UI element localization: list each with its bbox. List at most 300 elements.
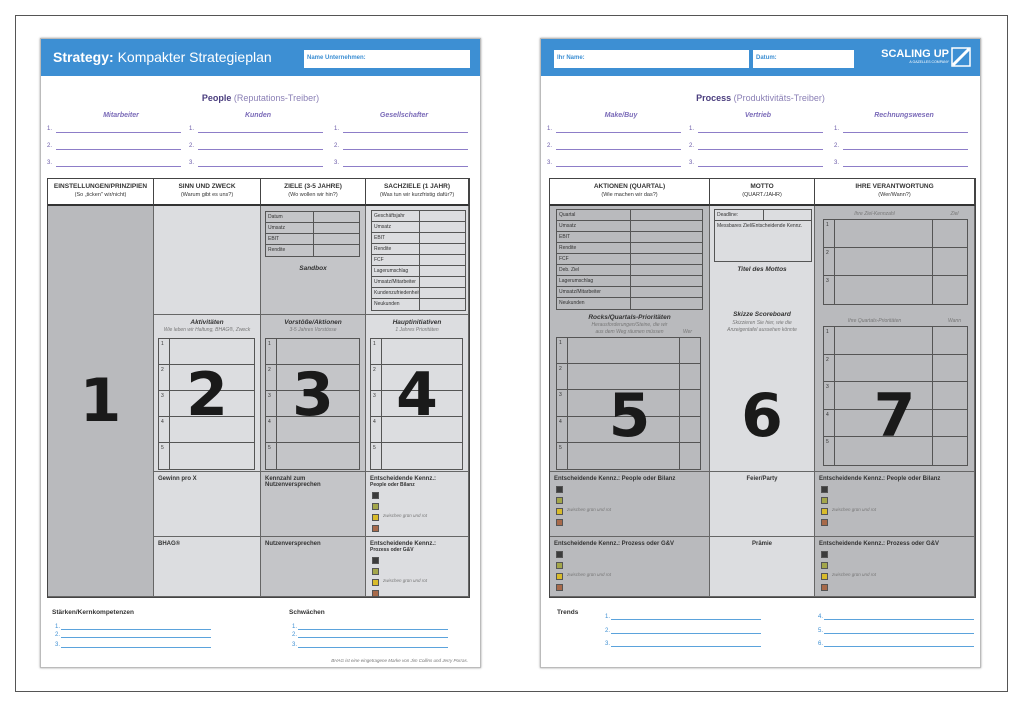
row-number: 3 — [373, 393, 376, 399]
trend-line[interactable] — [824, 646, 974, 647]
value-proposition-label: Nutzenversprechen — [265, 541, 321, 547]
divider — [834, 327, 835, 354]
header-title: AKTIONEN (QUARTAL) — [593, 183, 666, 190]
entry-line[interactable] — [343, 132, 468, 133]
date-field[interactable]: Datum: — [753, 50, 854, 68]
kpi-label — [815, 537, 943, 595]
kpi-title: Entscheidende Kennz.: Prozess oder G&V — [554, 541, 675, 547]
profit-per-x-cell[interactable] — [154, 472, 261, 537]
row-number: 4 — [161, 419, 164, 425]
table-row[interactable]: Geschäftsjahr — [372, 211, 465, 222]
initiatives-title: Hauptinitiativen — [392, 319, 442, 326]
scoreboard-title: Skizze Scoreboard — [733, 311, 791, 318]
rocks-subtitle: Herausforderungen/Steine, die wir — [591, 322, 668, 328]
legend-item — [370, 521, 436, 532]
entry-line[interactable] — [198, 166, 323, 167]
legend-item — [370, 553, 436, 564]
trend-line[interactable] — [611, 619, 761, 620]
legend-item — [819, 504, 940, 515]
table-row[interactable]: Umsatz — [557, 221, 702, 232]
status-square-icon[interactable] — [556, 508, 563, 515]
column-header — [710, 179, 815, 206]
rocks-title: Rocks/Quartals-Prioritäten — [588, 314, 671, 321]
line-number: 6. — [818, 641, 824, 647]
strategy-table — [47, 178, 470, 598]
line-number: 1. — [605, 614, 611, 620]
table-row[interactable]: EBIT — [557, 232, 702, 243]
row-number: 5 — [559, 444, 562, 451]
grid-row[interactable] — [266, 443, 359, 469]
scoreboard-subtitle: Skizzieren Sie hier, wie die — [732, 320, 792, 326]
table-row[interactable]: FCF — [557, 254, 702, 265]
entry-line[interactable] — [56, 149, 181, 150]
beliefs-cell[interactable] — [48, 206, 154, 597]
row-number: 3 — [161, 393, 164, 399]
status-square-icon[interactable] — [821, 551, 828, 558]
critical-kpi-people-cell[interactable] — [366, 472, 469, 537]
initiatives-cell — [366, 315, 469, 472]
table-row[interactable]: EBIT — [372, 233, 465, 244]
row-number: 1 — [373, 341, 376, 347]
row-number: 1 — [559, 340, 562, 346]
big-number: 2 — [186, 360, 228, 430]
row-number: 3 — [826, 278, 829, 284]
line-number: 3. — [834, 160, 840, 166]
bonus-cell[interactable] — [710, 537, 815, 597]
targets-cell — [366, 206, 469, 315]
entry-line[interactable] — [556, 166, 681, 167]
table-row[interactable]: Rendite — [266, 245, 359, 256]
grid-row[interactable] — [824, 248, 967, 276]
legend-item — [370, 586, 436, 597]
entry-line[interactable] — [61, 647, 211, 648]
kpi-heading: Ihre Ziel-Kennzahl — [854, 211, 895, 217]
line-number: 2. — [47, 143, 53, 149]
row-number: 1 — [161, 341, 164, 347]
legend-item — [554, 504, 675, 515]
entry-line[interactable] — [698, 149, 823, 150]
row-number: 1 — [268, 341, 271, 347]
who-label: Wer — [682, 329, 693, 335]
critical-kpi-cell[interactable] — [550, 537, 710, 597]
table-row[interactable]: Rendite — [372, 244, 465, 255]
status-square-icon[interactable] — [372, 579, 379, 586]
status-square-icon[interactable] — [556, 573, 563, 580]
legend-item — [370, 575, 436, 586]
column-heading: Make/Buy — [604, 112, 638, 119]
line-number: 1. — [334, 126, 340, 132]
kpi-subtitle: Prozess oder G&V — [370, 547, 414, 553]
column-heading: Vertrieb — [744, 112, 772, 119]
scoreboard-subtitle: Anzeigentafel aussehen könnte — [727, 327, 797, 333]
row-number: 5 — [826, 439, 829, 446]
header-title: SACHZIELE (1 JAHR) — [383, 183, 451, 190]
kpi-subtitle: People oder Bilanz — [370, 482, 415, 488]
line-number: 2. — [189, 143, 195, 149]
party-cell[interactable] — [710, 472, 815, 537]
line-number: 1. — [55, 624, 61, 630]
entry-line[interactable] — [343, 166, 468, 167]
legend-item — [370, 564, 436, 575]
table-row[interactable]: Lagerumschlag — [372, 266, 465, 277]
table-row[interactable]: EBIT — [266, 234, 359, 245]
table-row[interactable]: Umsatz — [266, 223, 359, 234]
status-square-icon[interactable] — [821, 584, 828, 591]
status-square-icon[interactable] — [556, 497, 563, 504]
column-header — [366, 179, 469, 206]
section-title: Process (Produktivitäts-Treiber) — [696, 93, 825, 103]
divider — [932, 327, 933, 354]
legend-item — [554, 580, 674, 591]
legend-item — [819, 580, 939, 591]
kpi-label — [550, 472, 679, 530]
kpi-title: Entscheidende Kennz.: — [370, 541, 437, 547]
line-number: 1. — [47, 126, 53, 132]
legend-label: zwischen grün und rot — [383, 513, 428, 518]
line-number: 3. — [189, 160, 195, 166]
table-row[interactable]: Rendite — [557, 243, 702, 254]
kpi-title: Entscheidende Kennz.: People oder Bilanz — [819, 476, 941, 482]
company-name-field[interactable]: Name Unternehmen: — [304, 50, 470, 68]
measurable-goal-label: Messbares Ziel/Entscheidende Kennz. — [717, 223, 803, 229]
header-subtitle: (Wie machen wir das?) — [601, 192, 658, 198]
status-square-icon[interactable] — [372, 568, 379, 575]
kpi-label — [550, 537, 678, 595]
sandbox-label: Sandbox — [299, 265, 327, 272]
legend-label: zwischen grün und rot — [832, 572, 877, 577]
activities-subtitle: Wie leben wir Haltung, BHAG®, Zweck — [163, 327, 251, 333]
table-row[interactable]: Umsatz/Mitarbeiter — [372, 277, 465, 288]
row-number: 2 — [826, 356, 829, 363]
thrusts-subtitle: 3-5 Jahres Vorstösse — [289, 327, 337, 333]
legend-label: zwischen grün und rot — [567, 572, 612, 577]
grid-row[interactable] — [371, 443, 462, 469]
bonus-label: Prämie — [751, 541, 772, 547]
entry-line[interactable] — [56, 132, 181, 133]
status-square-icon[interactable] — [372, 492, 379, 499]
value-kpi-label: Kennzahl zum Nutzenversprechen — [265, 476, 321, 488]
row-number: 1 — [826, 329, 829, 335]
legend-item — [554, 547, 674, 558]
legend-label: zwischen grün und rot — [832, 507, 877, 512]
name-field[interactable]: Ihr Name: — [554, 50, 749, 68]
header-title: SINN UND ZWECK — [178, 183, 236, 190]
legend-item — [370, 499, 436, 510]
entry-line[interactable] — [298, 637, 448, 638]
kpi-title: Entscheidende Kennz.: People oder Bilanz — [554, 476, 676, 482]
line-number: 3. — [47, 160, 53, 166]
rocks-subtitle: aus dem Weg räumen müssen — [595, 329, 664, 335]
purpose-cell[interactable] — [154, 206, 261, 315]
line-number: 3. — [55, 642, 61, 648]
section-title: People (Reputations-Treiber) — [201, 93, 320, 103]
responsibility-cell — [815, 206, 975, 472]
legend-item — [554, 482, 675, 493]
column-heading: Rechnungswesen — [874, 112, 934, 119]
divider — [169, 443, 170, 469]
strategy-page — [40, 38, 481, 668]
divider — [834, 220, 835, 247]
critical-kpi-cell[interactable] — [815, 472, 975, 537]
goals-mini-table — [265, 211, 360, 257]
divider — [276, 443, 277, 469]
legend-item — [819, 569, 939, 580]
header-subtitle: (Wer/Wann?) — [878, 192, 911, 198]
table-row[interactable]: FCF — [372, 255, 465, 266]
status-square-icon[interactable] — [821, 486, 828, 493]
kpi-value-cell[interactable] — [261, 472, 366, 537]
legend-item — [554, 558, 674, 569]
line-number: 3. — [689, 160, 695, 166]
deadline-label: Deadline: — [715, 210, 811, 221]
status-square-icon[interactable] — [821, 562, 828, 569]
bhag-label: BHAG® — [158, 541, 181, 547]
entry-line[interactable] — [198, 132, 323, 133]
line-number: 3. — [292, 642, 298, 648]
status-square-icon[interactable] — [372, 503, 379, 510]
line-number: 2. — [689, 143, 695, 149]
trend-line[interactable] — [611, 646, 761, 647]
critical-kpi-process-cell[interactable] — [366, 537, 469, 597]
header-title: EINSTELLUNGEN/PRINZIPIEN — [53, 183, 148, 190]
status-square-icon[interactable] — [821, 519, 828, 526]
divider — [932, 248, 933, 275]
big-number: 4 — [396, 360, 438, 430]
trend-line[interactable] — [824, 633, 974, 634]
line-number: 2. — [55, 632, 61, 638]
line-number: 2. — [292, 632, 298, 638]
line-number: 4. — [818, 614, 824, 620]
divider — [381, 443, 382, 469]
big-number: 7 — [873, 381, 916, 451]
activities-title: Aktivitäten — [190, 319, 224, 326]
grid-row[interactable] — [557, 338, 700, 364]
line-number: 3. — [605, 641, 611, 647]
table-row[interactable]: Umsatz — [372, 222, 465, 233]
priorities-heading: Ihre Quartals-Prioritäten — [847, 318, 902, 324]
divider — [932, 276, 933, 304]
divider — [834, 276, 835, 304]
line-number: 1. — [189, 126, 195, 132]
trends-label: Trends — [557, 609, 579, 616]
line-number: 2. — [605, 628, 611, 634]
legend-item — [819, 482, 940, 493]
entry-line[interactable] — [61, 637, 211, 638]
column-heading: Kunden — [244, 112, 272, 119]
status-square-icon[interactable] — [372, 557, 379, 564]
status-square-icon[interactable] — [556, 584, 563, 591]
party-label: Feier/Party — [746, 476, 778, 482]
status-square-icon[interactable] — [821, 497, 828, 504]
table-row[interactable]: Umsatz/Mitarbeiter — [557, 287, 702, 298]
legend-item — [819, 493, 940, 504]
status-square-icon[interactable] — [556, 551, 563, 558]
entry-line[interactable] — [556, 149, 681, 150]
entry-line[interactable] — [698, 166, 823, 167]
header-title: MOTTO — [750, 183, 774, 190]
table-row[interactable]: Lagerumschlag — [557, 276, 702, 287]
kpi-label — [366, 472, 440, 536]
logo-mark-icon — [951, 47, 971, 67]
row-number: 5 — [373, 445, 376, 451]
grid-row[interactable] — [824, 220, 967, 248]
status-square-icon[interactable] — [821, 508, 828, 515]
header-subtitle: (So „ticken" wir/nicht) — [74, 192, 127, 198]
status-square-icon[interactable] — [556, 519, 563, 526]
line-number: 1. — [547, 126, 553, 132]
line-number: 2. — [334, 143, 340, 149]
legend-label: zwischen grün und rot — [567, 507, 612, 512]
row-number: 2 — [373, 367, 376, 373]
status-square-icon[interactable] — [556, 486, 563, 493]
legend-label: zwischen grün und rot — [383, 578, 428, 583]
thrusts-title: Vorstöße/Aktionen — [284, 319, 342, 326]
table-row[interactable]: Quartal — [557, 210, 702, 221]
row-number: 2 — [826, 250, 829, 256]
row-number: 4 — [826, 411, 829, 418]
table-row[interactable]: Deb. Ziel — [557, 265, 702, 276]
critical-kpi-cell[interactable] — [550, 472, 710, 537]
row-number: 5 — [268, 445, 271, 451]
thrusts-cell — [261, 315, 366, 472]
activities-cell — [154, 315, 261, 472]
legend-item — [370, 510, 436, 521]
footnote: BHAG ist eine eingetragene Marke von Jim Collins und Jerry Porras. — [331, 658, 468, 663]
big-number: 6 — [741, 381, 783, 451]
page-title: Strategy: Kompakter Strategieplan — [53, 49, 272, 65]
row-number: 5 — [161, 445, 164, 451]
critical-kpi-cell[interactable] — [815, 537, 975, 597]
column-header — [154, 179, 261, 206]
divider — [932, 220, 933, 247]
kpi-label — [815, 472, 944, 530]
grid-row[interactable] — [824, 355, 967, 383]
profit-per-x-label: Gewinn pro X — [158, 476, 197, 482]
bhag-cell[interactable] — [154, 537, 261, 597]
header-title: IHRE VERANTWORTUNG — [855, 183, 934, 190]
initiatives-subtitle: 1 Jahres Prioritäten — [395, 327, 439, 333]
legend-item — [554, 515, 675, 526]
big-number: 3 — [292, 360, 334, 430]
entry-line[interactable] — [61, 629, 211, 630]
header-subtitle: (QUART./JAHR) — [742, 192, 782, 198]
entry-line[interactable] — [843, 132, 968, 133]
header-title: ZIELE (3-5 JAHRE) — [284, 183, 342, 190]
row-number: 4 — [268, 419, 271, 425]
line-number: 3. — [547, 160, 553, 166]
legend-item — [554, 569, 674, 580]
divider — [679, 338, 680, 363]
strengths-label: Stärken/Kernkompetenzen — [52, 609, 134, 616]
legend-item — [370, 488, 436, 499]
row-number: 3 — [826, 384, 829, 391]
column-heading: Gesellschafter — [379, 112, 429, 119]
line-number: 1. — [292, 624, 298, 630]
legend-item — [819, 558, 939, 569]
value-proposition-cell[interactable] — [261, 537, 366, 597]
trend-line[interactable] — [611, 633, 761, 634]
divider — [834, 355, 835, 382]
divider — [932, 355, 933, 382]
scaling-up-logo: SCALING UP A GAZELLES COMPANY — [881, 48, 949, 64]
kpi-title: Entscheidende Kennz.: Prozess oder G&V — [819, 541, 940, 547]
line-number: 2. — [834, 143, 840, 149]
entry-line[interactable] — [556, 132, 681, 133]
kpi-grid — [823, 219, 968, 305]
process-table — [549, 178, 976, 598]
header-subtitle: (Was tun wir kurzfristig dafür?) — [379, 192, 455, 198]
line-number: 5. — [818, 628, 824, 634]
entry-line[interactable] — [56, 166, 181, 167]
when-heading: Wann — [948, 318, 961, 324]
row-number: 1 — [826, 222, 829, 228]
target-heading: Ziel — [950, 211, 959, 217]
status-square-icon[interactable] — [821, 573, 828, 580]
grid-row[interactable] — [159, 443, 254, 469]
actions-cell — [550, 206, 710, 472]
table-row[interactable]: Kundenzufriedenheit — [372, 288, 465, 299]
row-number: 2 — [161, 367, 164, 373]
column-heading: Mitarbeiter — [103, 112, 139, 119]
column-header — [261, 179, 366, 206]
trend-line[interactable] — [824, 619, 974, 620]
legend-item — [554, 493, 675, 504]
line-number: 1. — [689, 126, 695, 132]
entry-line[interactable] — [298, 629, 448, 630]
status-square-icon[interactable] — [372, 590, 379, 597]
legend-item — [819, 547, 939, 558]
table-row[interactable]: Datum — [266, 212, 359, 223]
header-subtitle: (Wo wollen wir hin?) — [288, 192, 338, 198]
kpi-label — [366, 537, 440, 601]
row-number: 3 — [268, 393, 271, 399]
column-header — [815, 179, 975, 206]
row-number: 3 — [559, 392, 562, 399]
header-bar — [541, 39, 980, 76]
column-header — [48, 179, 154, 206]
row-number: 4 — [559, 418, 562, 425]
status-square-icon[interactable] — [372, 514, 379, 521]
entry-line[interactable] — [843, 149, 968, 150]
legend-item — [819, 515, 940, 526]
motto-title-label: Titel des Mottos — [737, 266, 787, 273]
line-number: 2. — [547, 143, 553, 149]
divider — [834, 248, 835, 275]
entry-line[interactable] — [698, 132, 823, 133]
grid-row[interactable] — [824, 276, 967, 304]
entry-line[interactable] — [343, 149, 468, 150]
divider — [567, 338, 568, 363]
table-row[interactable]: Neukunden — [372, 299, 465, 310]
line-number: 1. — [834, 126, 840, 132]
table-row[interactable]: Neukunden — [557, 298, 702, 309]
process-page — [540, 38, 981, 668]
targets-mini-table — [371, 210, 466, 311]
big-number: 1 — [79, 366, 122, 436]
header-bar — [41, 39, 480, 76]
row-number: 2 — [268, 367, 271, 373]
entry-line[interactable] — [843, 166, 968, 167]
entry-line[interactable] — [298, 647, 448, 648]
status-square-icon[interactable] — [372, 525, 379, 532]
motto-cell — [710, 206, 815, 472]
header-subtitle: (Warum gibt es uns?) — [180, 192, 234, 198]
status-square-icon[interactable] — [556, 562, 563, 569]
grid-row[interactable] — [824, 327, 967, 355]
row-number: 2 — [559, 366, 562, 373]
goals-cell — [261, 206, 366, 315]
entry-line[interactable] — [198, 149, 323, 150]
